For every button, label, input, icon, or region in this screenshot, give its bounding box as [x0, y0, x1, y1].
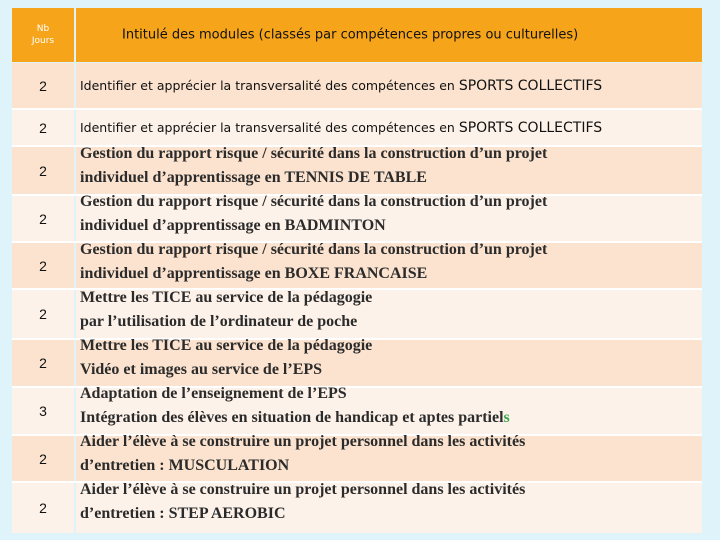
- row-title-emphasis: SPORTS COLLECTIFS: [458, 77, 603, 94]
- row-title-emphasis: SPORTS COLLECTIFS: [458, 119, 603, 136]
- module-line: [80, 406, 700, 430]
- module-line: Gestion du rapport risque / sécurité dans la construction d’un projet: [80, 193, 548, 210]
- row-nb: 2: [39, 355, 47, 371]
- header-nb-label: [12, 23, 74, 47]
- row-nb: 2: [39, 210, 47, 227]
- module-line-text: Intégration des élèves en situation de handicap et aptes partiel: [80, 409, 504, 426]
- module-line: Gestion du rapport risque / sécurité dans la construction d’un projet: [80, 241, 548, 258]
- row-nb: 2: [39, 77, 47, 94]
- module-titles-block: [80, 142, 700, 526]
- header-title: Intitulé des modules (classés par compétences propres ou culturelles): [122, 27, 579, 43]
- header-nb-cell: [12, 8, 74, 62]
- row-nb: 2: [39, 119, 47, 136]
- table-header: [12, 8, 702, 62]
- row-title: [80, 120, 602, 136]
- module-line: d’entretien : STEP AEROBIC: [80, 505, 286, 522]
- row-nb: 2: [39, 450, 47, 467]
- table-row: [12, 110, 702, 145]
- header-nb-line1: Nb: [36, 24, 50, 34]
- row-title: [80, 78, 602, 94]
- row-nb: 2: [39, 257, 47, 274]
- module-line: Mettre les TICE au service de la pédagogie: [80, 337, 373, 354]
- module-line: individuel d’apprentissage en TENNIS DE TABLE: [80, 169, 427, 186]
- row-nb: 2: [39, 306, 47, 322]
- header-nb-line2: Jours: [31, 36, 55, 46]
- module-line: individuel d’apprentissage en BOXE FRANCAISE: [80, 265, 428, 282]
- module-line: par l’utilisation de l’ordinateur de poche: [80, 313, 358, 330]
- module-line: d’entretien : MUSCULATION: [80, 457, 290, 474]
- row-nb: 2: [39, 162, 47, 179]
- module-line: Aider l’élève à se construire un projet personnel dans les activités: [80, 433, 526, 450]
- row-title-text: Identifier et apprécier la transversalité des compétences en: [80, 119, 459, 135]
- row-nb: 2: [39, 500, 47, 516]
- module-line: Mettre les TICE au service de la pédagogie: [80, 289, 373, 306]
- module-line: Adaptation de l’enseignement de l’EPS: [80, 385, 347, 402]
- table-row: [12, 63, 702, 108]
- module-line-suffix: s: [503, 409, 510, 426]
- module-line: individuel d’apprentissage en BADMINTON: [80, 217, 386, 234]
- module-line: Vidéo et images au service de l’EPS: [80, 361, 323, 378]
- module-line: Aider l’élève à se construire un projet personnel dans les activités: [80, 481, 526, 498]
- module-line: Gestion du rapport risque / sécurité dans la construction d’un projet: [80, 145, 548, 162]
- header-title-cell: [76, 8, 702, 62]
- row-nb: 3: [39, 403, 47, 419]
- row-title-text: Identifier et apprécier la transversalité des compétences en: [80, 77, 459, 93]
